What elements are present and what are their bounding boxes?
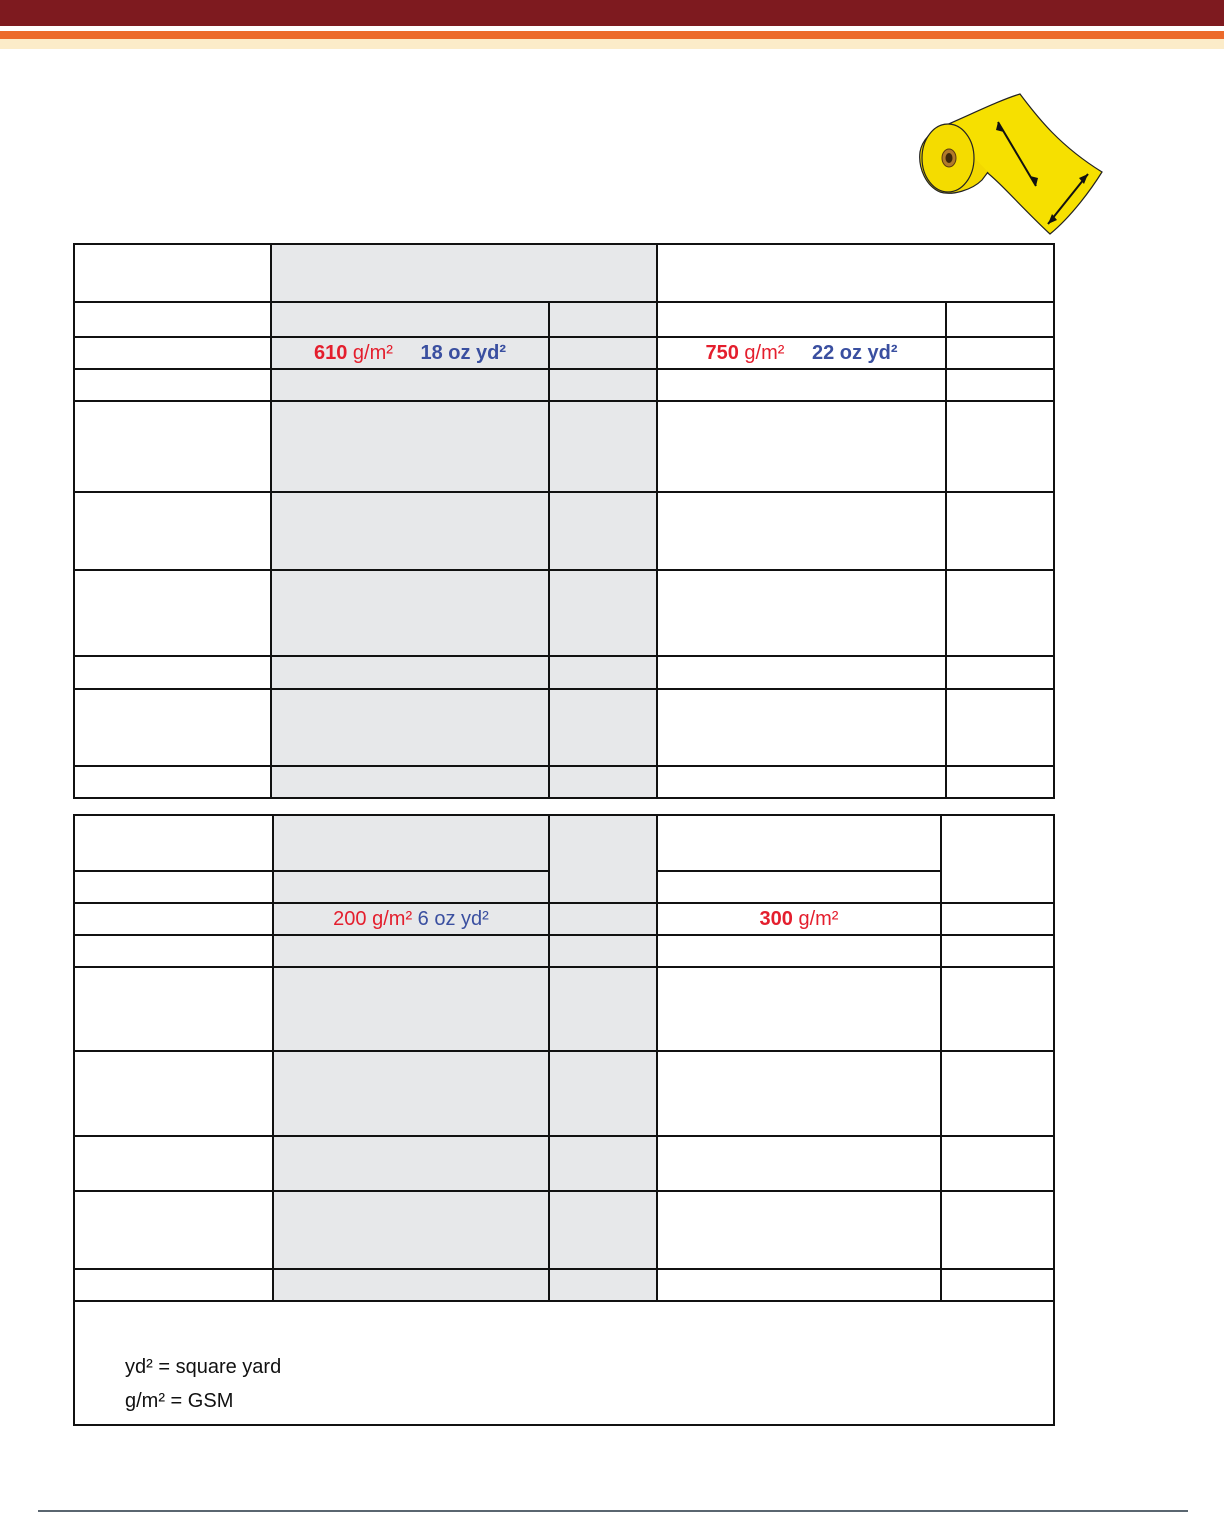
table-cell <box>946 570 1054 656</box>
table-row <box>74 337 1054 369</box>
footer-rule <box>38 1510 1188 1512</box>
table-cell <box>549 815 657 903</box>
table-cell <box>946 689 1054 766</box>
table-cell <box>657 689 946 766</box>
table-cell <box>657 967 941 1051</box>
table-cell <box>941 815 1054 903</box>
table-row <box>74 1136 1054 1191</box>
table-cell <box>273 935 549 967</box>
table-cell <box>273 1269 549 1301</box>
table-cell <box>946 656 1054 689</box>
table-cell <box>273 871 549 903</box>
table-cell <box>271 492 549 570</box>
table-cell <box>657 935 941 967</box>
note-square-yard: yd² = square yard <box>125 1356 282 1378</box>
table-cell <box>549 1191 657 1269</box>
oz-value: 22 oz yd² <box>811 341 898 364</box>
table-row <box>74 766 1054 798</box>
gsm-unit: g/m² <box>744 341 785 364</box>
header-cream-band <box>0 39 1224 49</box>
table-cell <box>657 1051 941 1136</box>
table-cell <box>941 903 1054 935</box>
table-row <box>74 1191 1054 1269</box>
table-cell <box>941 1136 1054 1191</box>
table-cell <box>74 1051 273 1136</box>
table-cell <box>946 369 1054 401</box>
table-cell <box>273 1191 549 1269</box>
gsm-value: 300 <box>759 907 793 930</box>
table-row <box>74 401 1054 492</box>
table-row <box>74 369 1054 401</box>
table-cell <box>657 244 1054 302</box>
gsm-value: 750 <box>705 341 739 364</box>
table-row <box>74 689 1054 766</box>
table-row <box>74 1269 1054 1301</box>
table-cell <box>657 656 946 689</box>
table-cell <box>549 570 657 656</box>
table-cell <box>941 1051 1054 1136</box>
table-cell <box>657 369 946 401</box>
table-row <box>74 570 1054 656</box>
table-cell <box>271 570 549 656</box>
gsm-unit: g/m² <box>352 341 393 364</box>
table-cell <box>657 492 946 570</box>
note-gsm: g/m² = GSM <box>125 1390 234 1412</box>
weight-cell-right <box>657 903 941 935</box>
table-cell <box>271 656 549 689</box>
table-cell <box>946 337 1054 369</box>
table-cell <box>549 1051 657 1136</box>
table-cell <box>657 815 941 871</box>
table-cell <box>657 1191 941 1269</box>
weight-cell-left <box>271 337 549 369</box>
table-cell <box>946 766 1054 798</box>
table-cell <box>74 1191 273 1269</box>
table-cell <box>946 401 1054 492</box>
table-row <box>74 244 1054 302</box>
table-cell <box>273 1136 549 1191</box>
fabric-roll-icon <box>912 88 1108 238</box>
table-cell <box>657 302 946 337</box>
table-cell <box>657 401 946 492</box>
oz-value: 6 oz yd² <box>417 907 489 930</box>
weight-cell-left <box>273 903 549 935</box>
table-cell <box>549 1269 657 1301</box>
table-row <box>74 656 1054 689</box>
table-cell <box>657 570 946 656</box>
table-cell <box>549 766 657 798</box>
table-row <box>74 302 1054 337</box>
table-cell <box>273 967 549 1051</box>
table-cell <box>74 369 271 401</box>
gsm-unit: g/m² <box>798 907 839 930</box>
table-cell <box>271 401 549 492</box>
table-row <box>74 967 1054 1051</box>
table-cell <box>941 1191 1054 1269</box>
table-cell <box>74 401 271 492</box>
table-cell <box>549 337 657 369</box>
table-cell <box>549 967 657 1051</box>
spec-table-1 <box>73 243 1055 799</box>
table-cell <box>74 302 271 337</box>
table-row <box>74 815 1054 871</box>
table-cell <box>549 903 657 935</box>
table-cell <box>941 1269 1054 1301</box>
table-cell <box>946 302 1054 337</box>
table-cell <box>74 1269 273 1301</box>
table-cell <box>549 492 657 570</box>
table-cell <box>271 689 549 766</box>
table-cell <box>271 369 549 401</box>
table-cell <box>271 302 549 337</box>
weight-cell-right <box>657 337 946 369</box>
table-cell <box>74 935 273 967</box>
table-cell <box>74 871 273 903</box>
table-cell <box>657 1136 941 1191</box>
gsm-value: 610 <box>313 341 348 364</box>
table-cell <box>74 570 271 656</box>
table-cell <box>549 935 657 967</box>
table-cell <box>74 337 271 369</box>
table-row <box>74 492 1054 570</box>
gsm-value: 200 g/m² <box>333 907 413 930</box>
table-cell <box>273 1051 549 1136</box>
table-row <box>74 1051 1054 1136</box>
table-cell <box>657 871 941 903</box>
table-cell <box>549 401 657 492</box>
table-cell <box>74 766 271 798</box>
table-cell <box>946 492 1054 570</box>
spec-table-2 <box>73 814 1055 1426</box>
table-row <box>74 903 1054 935</box>
table-cell <box>941 935 1054 967</box>
oz-value: 18 oz yd² <box>420 341 507 364</box>
table-cell <box>549 369 657 401</box>
header-maroon-band <box>0 0 1224 26</box>
table-row <box>74 935 1054 967</box>
table-cell <box>271 244 657 302</box>
table-cell <box>74 656 271 689</box>
table-cell <box>941 967 1054 1051</box>
unit-notes <box>125 1350 281 1418</box>
table-cell <box>74 689 271 766</box>
table-cell <box>74 1136 273 1191</box>
table-cell <box>549 1136 657 1191</box>
header-orange-band <box>0 31 1224 39</box>
table-cell <box>74 815 273 871</box>
table-cell <box>549 302 657 337</box>
table-cell <box>657 1269 941 1301</box>
table-cell <box>657 766 946 798</box>
table-cell <box>74 903 273 935</box>
table-cell <box>74 967 273 1051</box>
table-cell <box>273 815 549 871</box>
table-cell <box>271 766 549 798</box>
table-cell <box>549 689 657 766</box>
table-cell <box>74 244 271 302</box>
table-cell <box>549 656 657 689</box>
table-cell <box>74 492 271 570</box>
